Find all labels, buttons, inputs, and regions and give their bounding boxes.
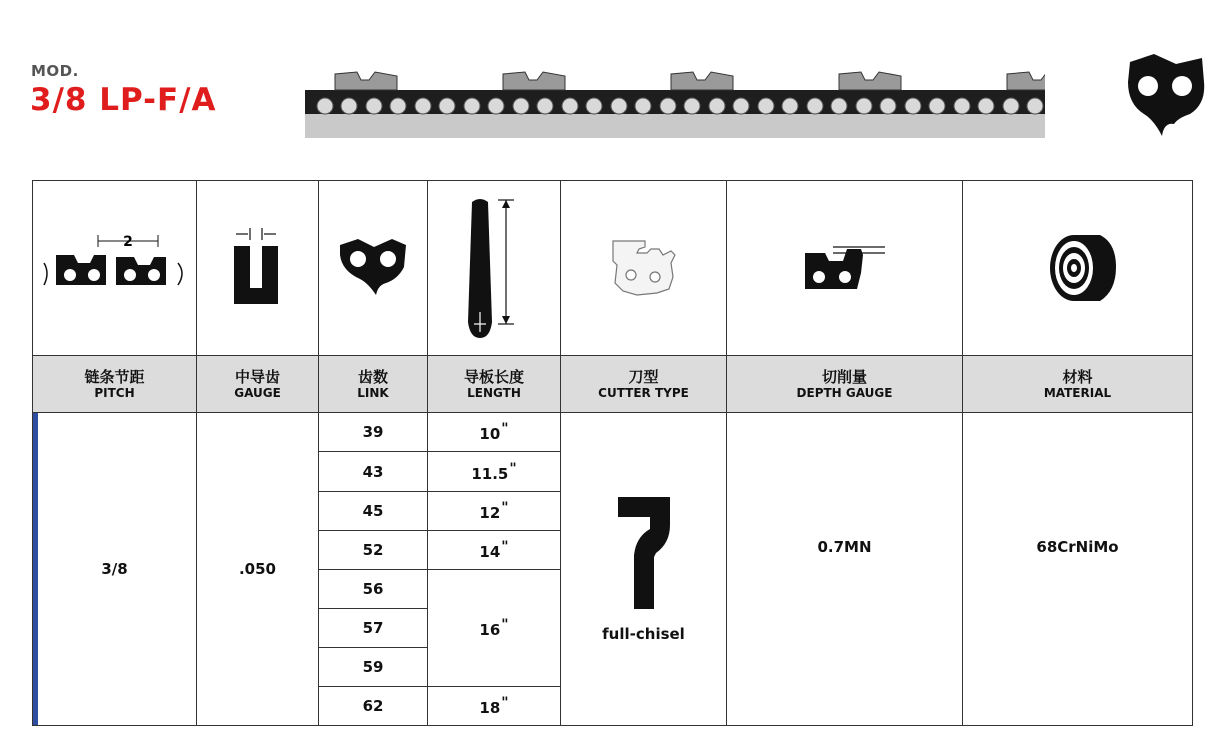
header-depth-gauge: 切削量 DEPTH GAUGE bbox=[727, 356, 963, 413]
drive-link-top-icon bbox=[1124, 52, 1206, 140]
header-gauge: 中导齿 GAUGE bbox=[197, 356, 319, 413]
length-value: 16" bbox=[428, 569, 561, 686]
link-value: 59 bbox=[319, 647, 428, 686]
guide-bar-icon bbox=[428, 196, 560, 340]
spec-table bbox=[32, 180, 1193, 726]
depth-gauge-icon bbox=[727, 243, 962, 293]
link-value: 57 bbox=[319, 608, 428, 647]
link-value: 52 bbox=[319, 530, 428, 569]
length-image-cell bbox=[428, 181, 561, 356]
material-value: 68CrNiMo bbox=[1036, 538, 1119, 557]
chain-pitch-icon bbox=[33, 233, 196, 303]
steel-coil-icon bbox=[963, 233, 1192, 303]
material-cell bbox=[963, 413, 1193, 726]
depth-image-cell bbox=[727, 181, 963, 356]
gauge-image-cell bbox=[197, 181, 319, 356]
gauge-u-icon bbox=[197, 228, 318, 308]
link-value: 45 bbox=[319, 491, 428, 530]
length-value: 12" bbox=[428, 491, 561, 530]
header-link: 齿数 LINK bbox=[319, 356, 428, 413]
full-chisel-icon bbox=[616, 495, 672, 611]
length-value: 14" bbox=[428, 530, 561, 569]
model-title: 3/8 LP-F/A bbox=[30, 82, 217, 118]
material-image-cell bbox=[963, 181, 1193, 356]
mod-label: MOD. bbox=[31, 62, 79, 80]
cutter-outline-icon bbox=[561, 237, 726, 299]
pitch-value: 3/8 bbox=[33, 413, 197, 726]
header-cutter-type: 刀型 CUTTER TYPE bbox=[561, 356, 727, 413]
cutter-type-cell bbox=[561, 413, 727, 726]
pitch-icon-label: 2 bbox=[122, 234, 133, 251]
length-value: 10" bbox=[428, 413, 561, 452]
length-value: 18" bbox=[428, 686, 561, 725]
header-material: 材料 MATERIAL bbox=[963, 356, 1193, 413]
depth-gauge-value: 0.7MN bbox=[817, 538, 872, 557]
pitch-image-cell bbox=[33, 181, 197, 356]
link-value: 39 bbox=[319, 413, 428, 452]
link-value: 43 bbox=[319, 452, 428, 491]
cutter-type-value: full-chisel bbox=[602, 625, 685, 644]
cutter-image-cell bbox=[561, 181, 727, 356]
gauge-value: .050 bbox=[197, 413, 319, 726]
drive-link-icon bbox=[319, 237, 427, 299]
link-value: 56 bbox=[319, 569, 428, 608]
header-length: 导板长度 LENGTH bbox=[428, 356, 561, 413]
link-image-cell bbox=[319, 181, 428, 356]
link-value: 62 bbox=[319, 686, 428, 725]
depth-gauge-cell bbox=[727, 413, 963, 726]
chain-image bbox=[305, 68, 1045, 146]
length-value: 11.5" bbox=[428, 452, 561, 491]
header-pitch: 链条节距 PITCH bbox=[33, 356, 197, 413]
